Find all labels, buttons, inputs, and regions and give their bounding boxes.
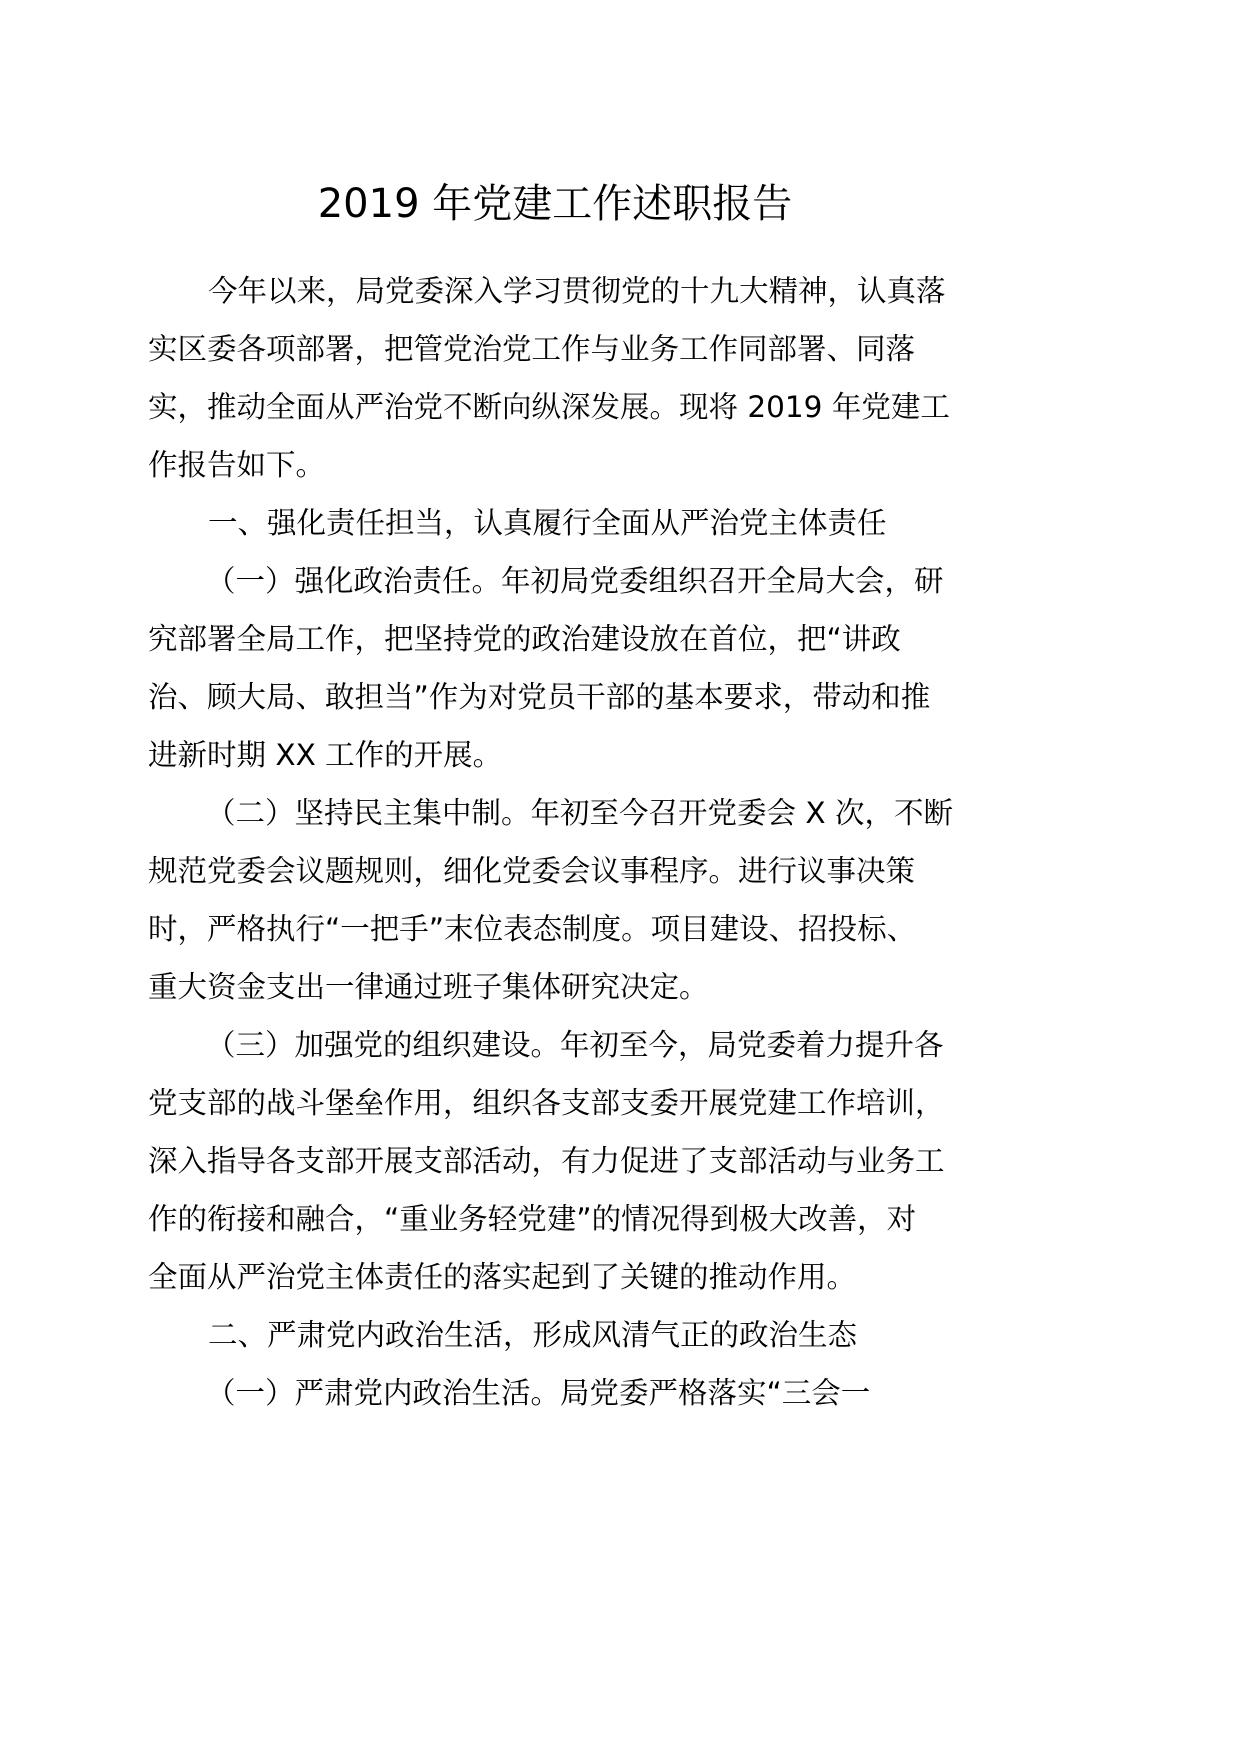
subsection-1-3-line-4: 作的衔接和融合，“重业务轻党建”的情况得到极大改善，对 xyxy=(148,1202,917,1236)
section-heading-2: 二、严肃党内政治生活，形成风清气正的政治生态 xyxy=(208,1318,858,1352)
subsection-1-2-line-3: 时，严格执行“一把手”末位表态制度。项目建设、招投标、 xyxy=(148,912,917,946)
subsection-1-3-line-3: 深入指导各支部开展支部活动，有力促进了支部活动与业务工 xyxy=(148,1144,945,1178)
paragraph-intro-line-4: 作报告如下。 xyxy=(148,448,326,482)
paragraph-intro-line-3: 实，推动全面从严治党不断向纵深发展。现将 2019 年党建工 xyxy=(148,390,950,424)
subsection-1-1-line-3: 治、顾大局、敢担当”作为对党员干部的基本要求，带动和推 xyxy=(148,680,931,714)
paragraph-intro-line-2: 实区委各项部署，把管党治党工作与业务工作同部署、同落 xyxy=(148,332,916,366)
subsection-1-2-line-4: 重大资金支出一律通过班子集体研究决定。 xyxy=(148,970,709,1004)
subsection-1-1-line-2: 究部署全局工作，把坚持党的政治建设放在首位，把“讲政 xyxy=(148,622,901,656)
subsection-1-3-line-2: 党支部的战斗堡垒作用，组织各支部支委开展党建工作培训， xyxy=(148,1086,945,1120)
subsection-1-3-line-1: （三）加强党的组织建设。年初至今，局党委着力提升各 xyxy=(206,1028,944,1062)
document-body xyxy=(148,262,962,1422)
subsection-1-2-line-2: 规范党委会议题规则，细化党委会议事程序。进行议事决策 xyxy=(148,854,916,888)
subsection-1-2-line-1: （二）坚持民主集中制。年初至今召开党委会 X 次，不断 xyxy=(206,796,953,830)
paragraph-intro-line-1: 今年以来，局党委深入学习贯彻党的十九大精神，认真落 xyxy=(208,274,946,308)
document-title: 2019 年党建工作述职报告 xyxy=(317,181,793,227)
subsection-1-1-line-4: 进新时期 XX 工作的开展。 xyxy=(148,738,503,772)
section-heading-1: 一、强化责任担当，认真履行全面从严治党主体责任 xyxy=(208,506,887,540)
subsection-1-3-line-5: 全面从严治党主体责任的落实起到了关键的推动作用。 xyxy=(148,1260,857,1294)
subsection-1-1-line-1: （一）强化政治责任。年初局党委组织召开全局大会，研 xyxy=(206,564,944,598)
subsection-2-1-line-1: （一）严肃党内政治生活。局党委严格落实“三会一 xyxy=(206,1376,871,1410)
